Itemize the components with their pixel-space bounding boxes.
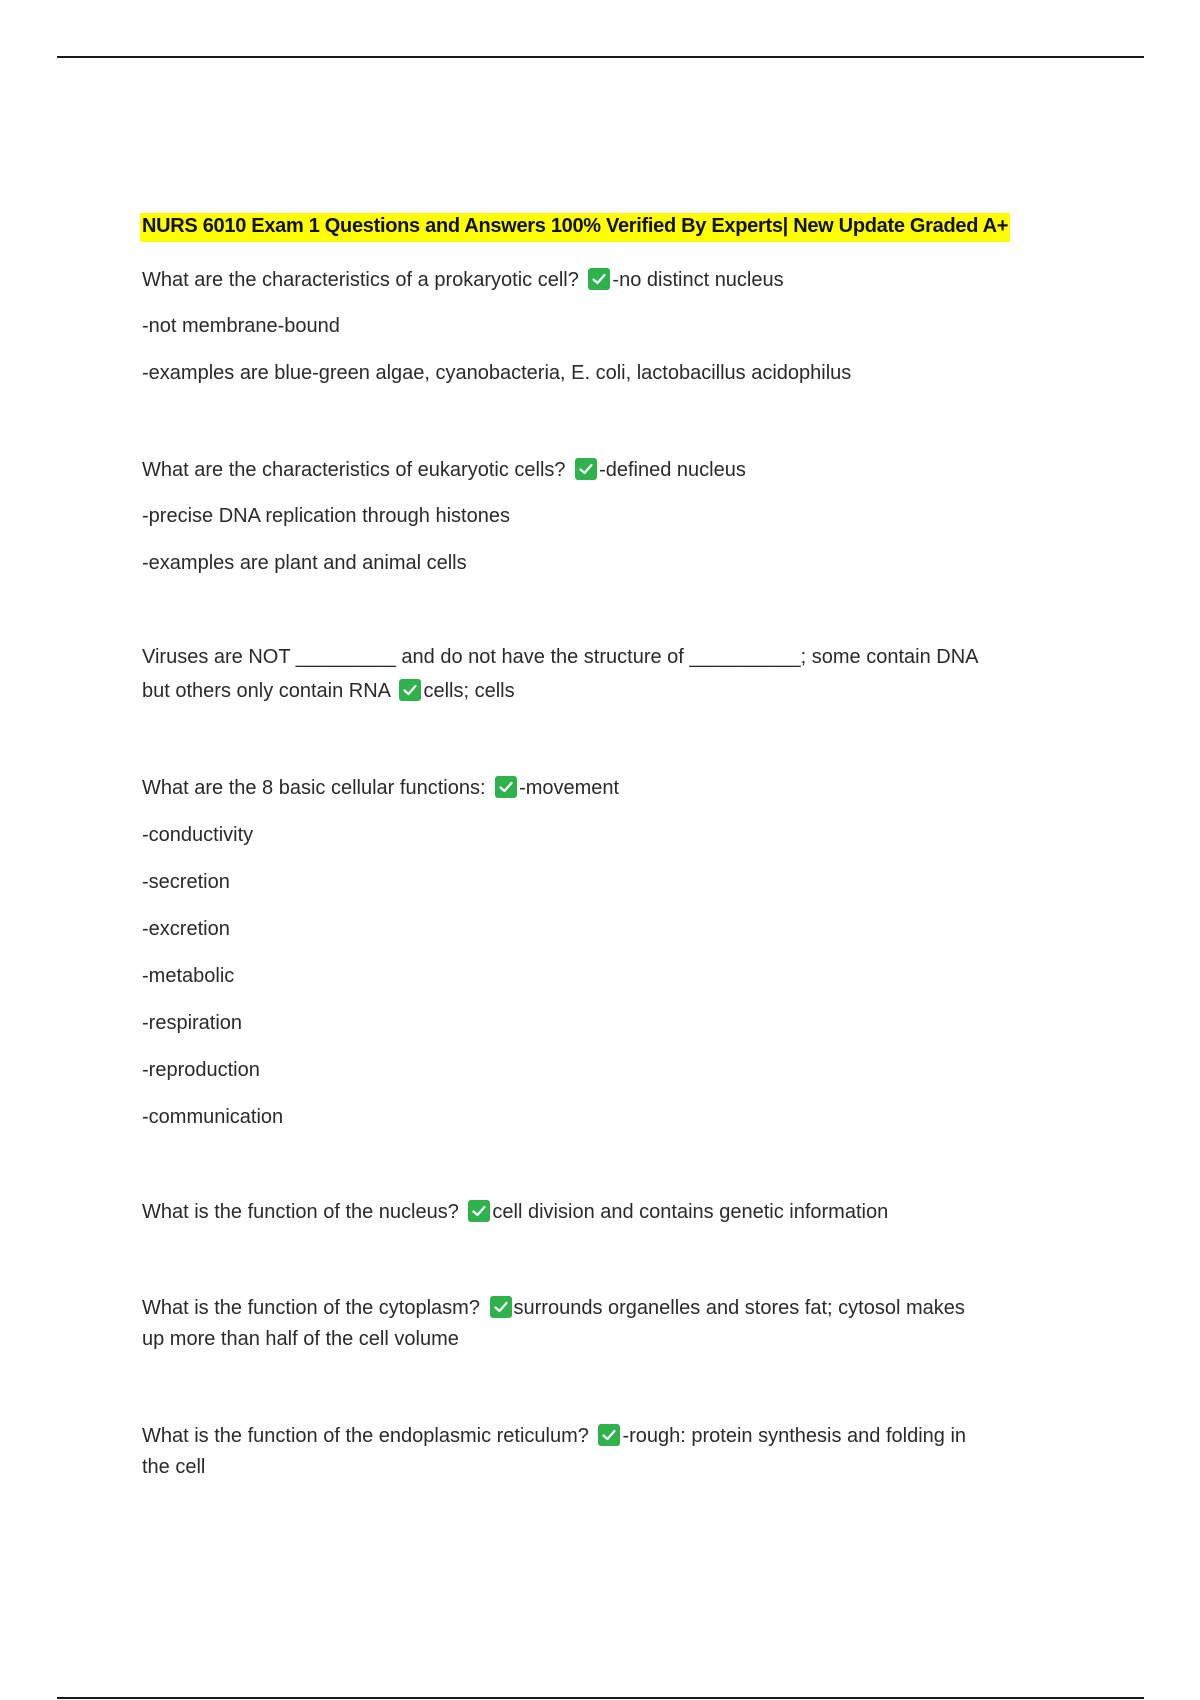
answer-line: -respiration	[142, 1012, 243, 1034]
answer-line: -secretion	[142, 871, 230, 893]
qa-item-1	[142, 268, 1062, 385]
answer-text: -rough: protein synthesis and folding in	[622, 1425, 967, 1447]
answer-text: surrounds organelles and stores fat; cytosol makes	[513, 1297, 965, 1319]
question-text: What is the function of the nucleus?	[142, 1201, 459, 1223]
question-text: Viruses are NOT _________ and do not have the structure of __________; some contain DNA	[142, 646, 979, 668]
answer-line: -not membrane-bound	[142, 315, 340, 337]
question-text: What are the characteristics of eukaryotic cells?	[142, 459, 566, 481]
check-square-icon	[490, 1296, 512, 1318]
question-text-cont: but others only contain RNA	[142, 680, 390, 702]
question-text: What are the 8 basic cellular functions:	[142, 777, 486, 799]
answer-line: -communication	[142, 1106, 284, 1128]
qa-item-3	[142, 645, 1062, 703]
check-square-icon	[575, 458, 597, 480]
check-square-icon	[399, 679, 421, 701]
answer-line: -reproduction	[142, 1059, 260, 1081]
check-square-icon	[588, 268, 610, 290]
answer-line: -metabolic	[142, 965, 235, 987]
question-text: What is the function of the endoplasmic reticulum?	[142, 1425, 589, 1447]
document-title: NURS 6010 Exam 1 Questions and Answers 100% Verified By Experts| New Update Graded A+	[142, 213, 1010, 242]
answer-line: -precise DNA replication through histones	[142, 505, 510, 527]
qa-item-6	[142, 1296, 1062, 1351]
answer-text-cont: up more than half of the cell volume	[142, 1328, 459, 1350]
check-square-icon	[495, 776, 517, 798]
qa-item-4	[142, 776, 1062, 1129]
answer-text: -no distinct nucleus	[612, 269, 784, 291]
question-text: What are the characteristics of a prokaryotic cell?	[142, 269, 579, 291]
bottom-rule	[57, 1697, 1144, 1699]
qa-item-5	[142, 1200, 1062, 1224]
answer-line: -examples are plant and animal cells	[142, 552, 467, 574]
check-square-icon	[468, 1200, 490, 1222]
question-text: What is the function of the cytoplasm?	[142, 1297, 480, 1319]
answer-line: -conductivity	[142, 824, 254, 846]
answer-text: cells; cells	[423, 680, 515, 702]
answer-text-cont: the cell	[142, 1456, 206, 1478]
answer-line: -examples are blue-green algae, cyanobacteria, E. coli, lactobacillus acidophilus	[142, 362, 852, 384]
answer-text: -defined nucleus	[599, 459, 746, 481]
qa-item-7	[142, 1424, 1062, 1479]
answer-text: -movement	[519, 777, 620, 799]
qa-item-2	[142, 458, 1062, 575]
answer-line: -excretion	[142, 918, 230, 940]
answer-text: cell division and contains genetic information	[492, 1201, 889, 1223]
check-square-icon	[598, 1424, 620, 1446]
top-rule	[57, 56, 1144, 58]
